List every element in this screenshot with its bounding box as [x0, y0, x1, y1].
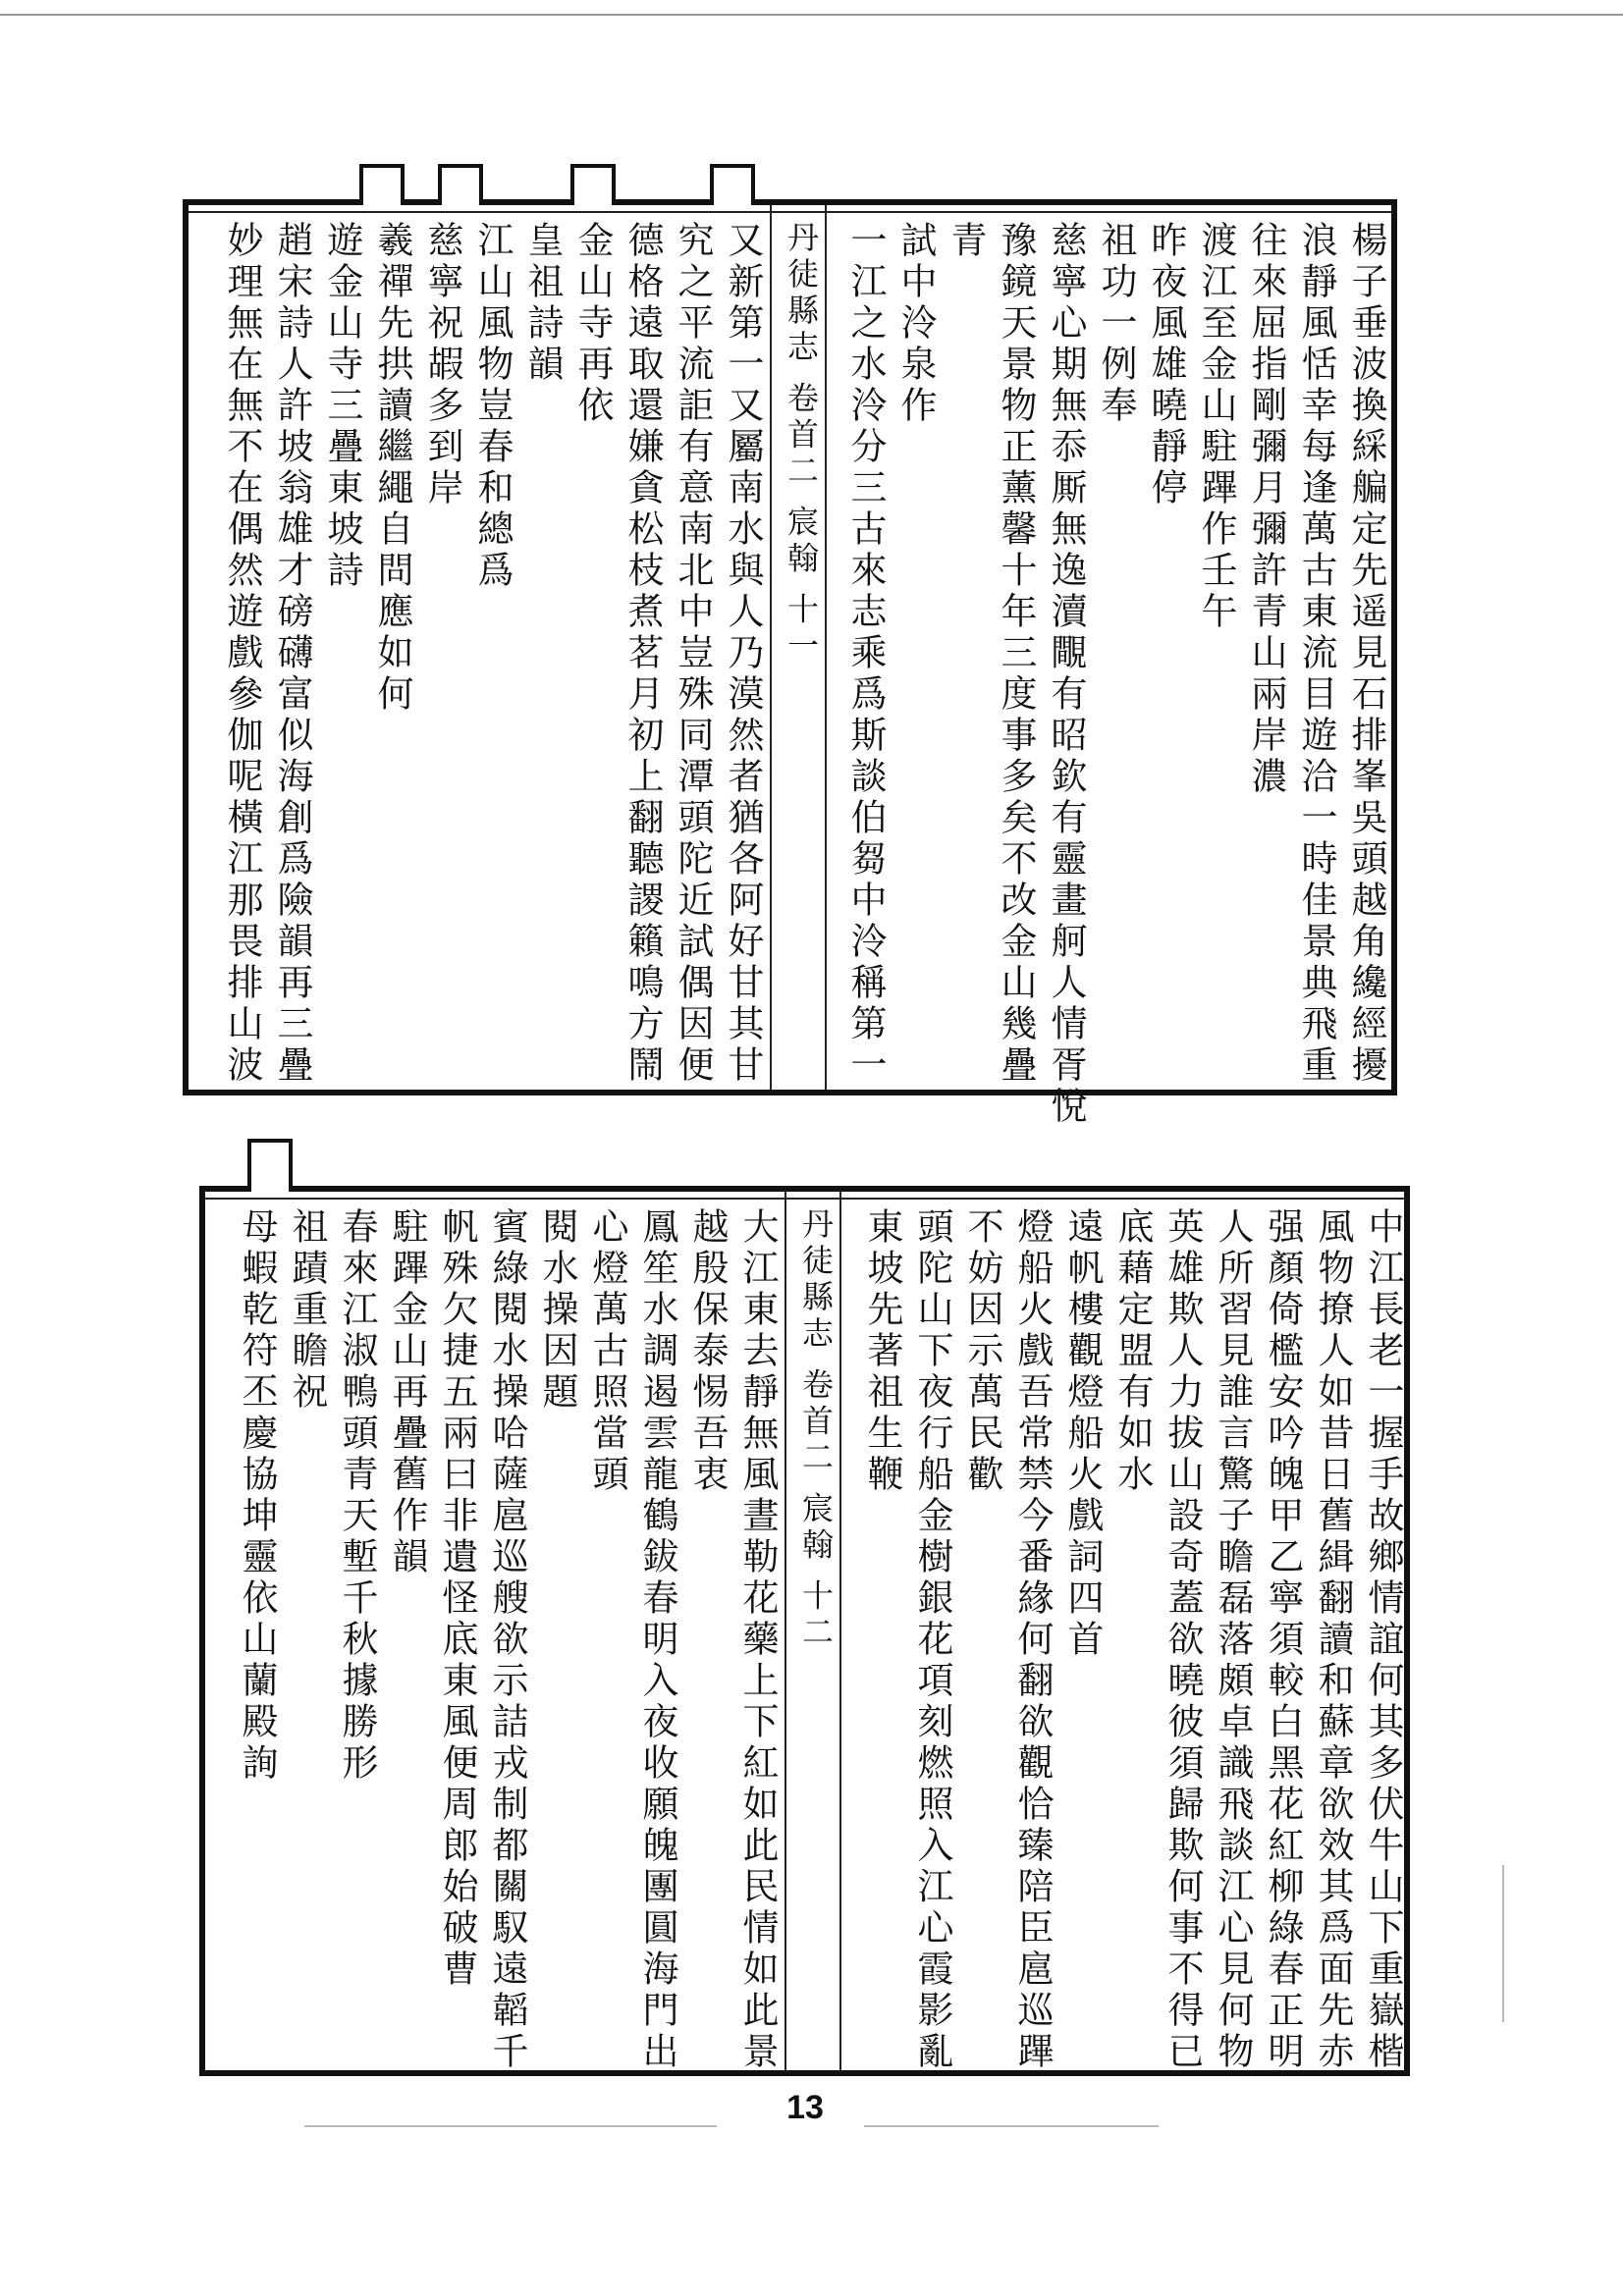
scan-artifact	[1502, 1865, 1504, 2022]
page-number: 13	[786, 2089, 824, 2126]
lower-text-column: 越殷保泰惕吾衷	[686, 1207, 729, 1496]
upper-text-column: 往來屈指剛彌月彌許青山兩岸濃	[1245, 221, 1287, 798]
upper-text-column: 皇祖詩韻	[521, 221, 564, 386]
upper-text-column: 又新第一又屬南水與人乃漠然者猶各阿好甘其甘	[722, 221, 764, 1087]
upper-center-column: 丹徒縣志 卷首二 宸翰 十一	[783, 221, 820, 666]
lower-text-column: 不妨因示萬民歡	[961, 1207, 1003, 1496]
upper-text-column: 浪靜風恬幸每逢萬古東流目遊洽一時佳景典飛重	[1295, 221, 1337, 1087]
lower-text-column: 閱水操因題	[536, 1207, 578, 1414]
upper-elevation-tab-2	[570, 164, 616, 205]
upper-text-column: 昨夜風雄曉靜停	[1145, 221, 1187, 509]
upper-elevation-tab-4	[359, 164, 405, 205]
upper-text-column: 渡江至金山駐蹕作壬午	[1195, 221, 1237, 633]
upper-text-column: 德格遠取還嫌貪松枝煮茗月初上翻聽謖籟鳴方鬧	[622, 221, 664, 1087]
lower-text-column: 帆殊欠捷五兩曰非遺怪底東風便周郎始破曹	[436, 1207, 478, 1991]
upper-page-frame	[183, 199, 1397, 1128]
lower-text-column: 祖蹟重瞻祝	[286, 1207, 328, 1414]
top-border-line	[0, 14, 1623, 16]
upper-text-column: 豫鏡天景物正薰馨十年三度事多矣不改金山幾疊	[995, 221, 1037, 1087]
upper-text-column: 慈寧心期無忝厮無逸瀆覸有昭欽有靈畫舸人情胥悅	[1045, 221, 1087, 1128]
upper-text-column: 一江之水泠分三古來志乘爲斯談伯芻中泠稱第一	[844, 221, 887, 1087]
lower-top-rule	[205, 1198, 1404, 1200]
lower-center-rule	[784, 1192, 786, 2070]
lower-text-column: 强顏倚檻安吟魄甲乙寧須較白黑花紅柳綠春正明	[1262, 1207, 1304, 2073]
upper-text-column: 青	[945, 221, 987, 262]
lower-text-column: 賓綠閱水操哈薩扈巡艘欲示詰戎制都關馭遠韜千	[486, 1207, 528, 2073]
upper-text-column: 妙理無在無不在偶然遊戲參伽呢橫江那畏排山波	[221, 221, 263, 1087]
lower-text-column: 春來江淑鴨頭青天塹千秋據勝形	[336, 1207, 378, 1785]
lower-text-column: 燈船火戲吾常禁今番緣何翻欲觀恰臻陪臣扈巡蹕	[1011, 1207, 1054, 2073]
lower-text-column: 英雄欺人力拔山設奇蓋欲曉彼須歸欺何事不得已	[1162, 1207, 1204, 2073]
lower-text-column: 鳳笙水調遏雲龍鶴鈸春明入夜收願魄團圓海門出	[636, 1207, 678, 2073]
lower-text-column: 母蝦乾符丕慶協坤靈依山蘭殿詢	[236, 1207, 278, 1785]
upper-text-column: 楊子垂波換綵艑定先遥見石排峯吳頭越角纔經擾	[1345, 221, 1387, 1087]
lower-text-column: 頭陀山下夜行船金樹銀花項刻燃照入江心霞影亂	[911, 1207, 953, 2073]
lower-text-column: 風物撩人如昔日舊緝翻讀和蘇章欲效其爲面先赤	[1312, 1207, 1354, 2073]
scan-artifact	[304, 2125, 717, 2127]
lower-text-column: 心燈萬古照當頭	[586, 1207, 628, 1496]
scan-artifact	[864, 2125, 1159, 2127]
upper-text-column: 祖功一例奉	[1095, 221, 1137, 427]
upper-center-rule	[825, 205, 827, 1090]
upper-elevation-tab-3	[438, 164, 483, 205]
upper-text-column: 羲禪先拱讀繼繩自問應如何	[371, 221, 413, 716]
lower-text-column: 大江東去靜無風晝勒花藥上下紅如此民情如此景	[736, 1207, 779, 2073]
upper-text-column: 江山風物豈春和總爲	[471, 221, 514, 592]
lower-text-column: 底藉定盟有如水	[1111, 1207, 1154, 1496]
lower-text-column: 遠帆樓觀燈船火戲詞四首	[1061, 1207, 1104, 1661]
lower-center-rule	[839, 1192, 841, 2070]
upper-text-column: 究之平流詎有意南北中豈殊同潭頭陀近試偶因便	[672, 221, 714, 1087]
upper-text-column: 遊金山寺三疊東坡詩	[321, 221, 363, 592]
lower-text-column: 人所習見誰言驚子瞻磊落頗卓識飛談江心見何物	[1212, 1207, 1254, 2073]
lower-elevation-tab	[247, 1139, 293, 1192]
lower-text-column: 中江長老一握手故鄉情誼何其多伏牛山下重嶽楷	[1362, 1207, 1404, 2073]
lower-page-frame	[199, 1186, 1410, 2076]
upper-center-rule	[770, 205, 772, 1090]
upper-text-column: 慈寧祝嘏多到岸	[421, 221, 463, 509]
upper-elevation-tab-1	[710, 164, 755, 205]
lower-center-column: 丹徒縣志 卷首二 宸翰 十二	[797, 1207, 835, 1652]
upper-text-column: 趙宋詩人許坡翁雄才磅礴富似海創爲險韻再三疊	[271, 221, 313, 1087]
lower-text-column: 駐蹕金山再疊舊作韻	[386, 1207, 428, 1578]
upper-text-column: 試中泠泉作	[894, 221, 937, 427]
upper-text-column: 金山寺再依	[571, 221, 614, 427]
upper-top-rule	[189, 211, 1391, 213]
lower-text-column: 東坡先著祖生鞭	[861, 1207, 903, 1496]
